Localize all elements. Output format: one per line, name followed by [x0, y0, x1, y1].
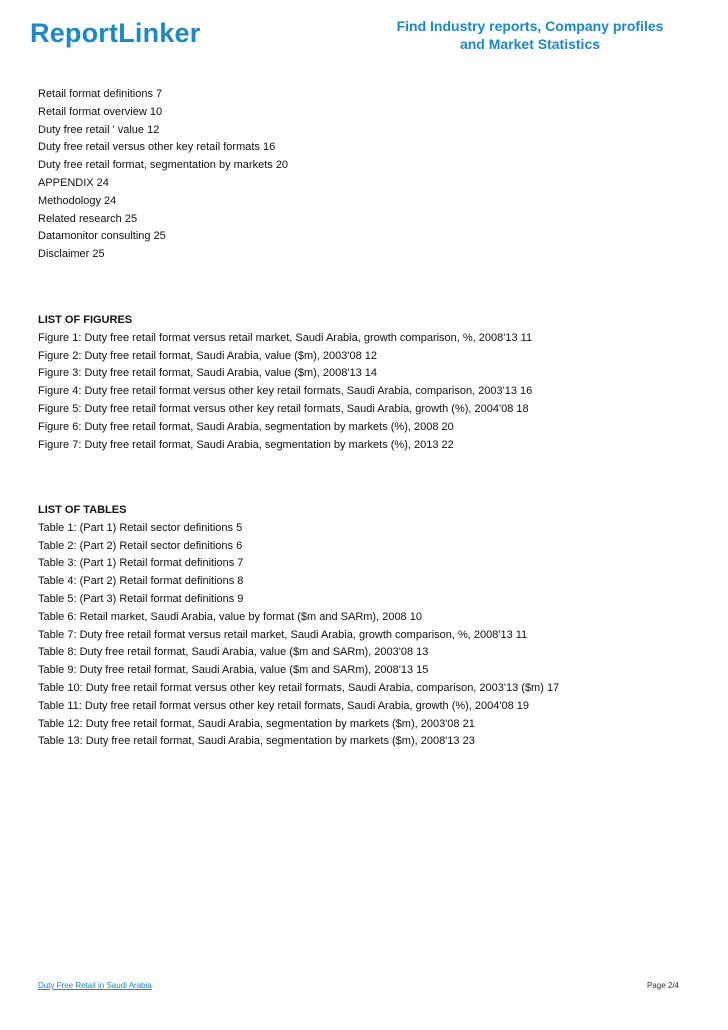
toc-item: Retail format overview 10 — [38, 105, 163, 118]
toc-item: Duty free retail ' value 12 — [38, 123, 160, 136]
table-item: Table 8: Duty free retail format, Saudi Arabia, value ($m and SARm), 2003'08 13 — [38, 646, 429, 659]
reportlinker-logo[interactable]: ReportLinker — [30, 18, 201, 48]
table-item: Table 2: (Part 2) Retail sector definitions 6 — [38, 539, 243, 552]
toc-item: Methodology 24 — [38, 194, 117, 207]
header-tagline — [380, 17, 680, 53]
table-item: Table 12: Duty free retail format, Saudi Arabia, segmentation by markets ($m), 2003'08 21 — [38, 717, 475, 730]
figure-item: Figure 3: Duty free retail format, Saudi Arabia, value ($m), 2008'13 14 — [38, 367, 377, 380]
table-item: Table 4: (Part 2) Retail format definitions 8 — [38, 575, 244, 588]
table-of-contents — [38, 86, 698, 264]
table-item: Table 7: Duty free retail format versus retail market, Saudi Arabia, growth comparison, %, 2008'13 11 — [38, 628, 528, 641]
tagline-line-1: Find Industry reports, Company profiles — [396, 18, 664, 34]
table-item: Table 3: (Part 1) Retail format definitions 7 — [38, 557, 244, 570]
table-item: Table 13: Duty free retail format, Saudi Arabia, segmentation by markets ($m), 2008'13 23 — [38, 735, 475, 748]
footer-page-number: Page 2/4 — [646, 981, 679, 990]
figure-item: Figure 4: Duty free retail format versus other key retail formats, Saudi Arabia, comparison, 2003'13 16 — [38, 385, 533, 398]
table-item: Table 9: Duty free retail format, Saudi Arabia, value ($m and SARm), 2008'13 15 — [38, 664, 429, 677]
tagline-line-2: and Market Statistics — [459, 36, 601, 52]
list-of-figures — [38, 312, 698, 454]
toc-item: Datamonitor consulting 25 — [38, 230, 166, 243]
toc-item: Duty free retail format, segmentation by markets 20 — [38, 159, 289, 172]
figure-item: Figure 5: Duty free retail format versus other key retail formats, Saudi Arabia, growth (%), 2004'08 18 — [38, 402, 529, 415]
figure-item: Figure 2: Duty free retail format, Saudi Arabia, value ($m), 2003'08 12 — [38, 349, 377, 362]
toc-item: Duty free retail versus other key retail formats 16 — [38, 141, 276, 154]
toc-item: Retail format definitions 7 — [38, 88, 163, 100]
figures-heading: LIST OF FIGURES — [38, 314, 133, 326]
table-item: Table 5: (Part 3) Retail format definitions 9 — [38, 592, 244, 605]
footer-report-link[interactable]: Duty Free Retail in Saudi Arabia — [38, 981, 152, 990]
toc-item: Related research 25 — [38, 212, 138, 225]
table-item: Table 11: Duty free retail format versus other key retail formats, Saudi Arabia, growth (%), 2004'08 19 — [38, 699, 530, 712]
figure-item: Figure 7: Duty free retail format, Saudi Arabia, segmentation by markets (%), 2013 22 — [38, 438, 454, 451]
list-of-tables — [38, 502, 698, 751]
table-item: Table 1: (Part 1) Retail sector definitions 5 — [38, 521, 243, 534]
figure-item: Figure 6: Duty free retail format, Saudi Arabia, segmentation by markets (%), 2008 20 — [38, 420, 454, 433]
toc-item: Disclaimer 25 — [38, 248, 105, 261]
table-item: Table 10: Duty free retail format versus other key retail formats, Saudi Arabia, comparison, 2003'13 ($m) 17 — [38, 681, 560, 694]
page-header — [0, 0, 728, 70]
figure-item: Figure 1: Duty free retail format versus retail market, Saudi Arabia, growth comparison, %, 2008'13 11 — [38, 331, 533, 344]
toc-item: APPENDIX 24 — [38, 176, 109, 189]
table-item: Table 6: Retail market, Saudi Arabia, value by format ($m and SARm), 2008 10 — [38, 610, 422, 623]
tables-heading: LIST OF TABLES — [38, 504, 127, 516]
